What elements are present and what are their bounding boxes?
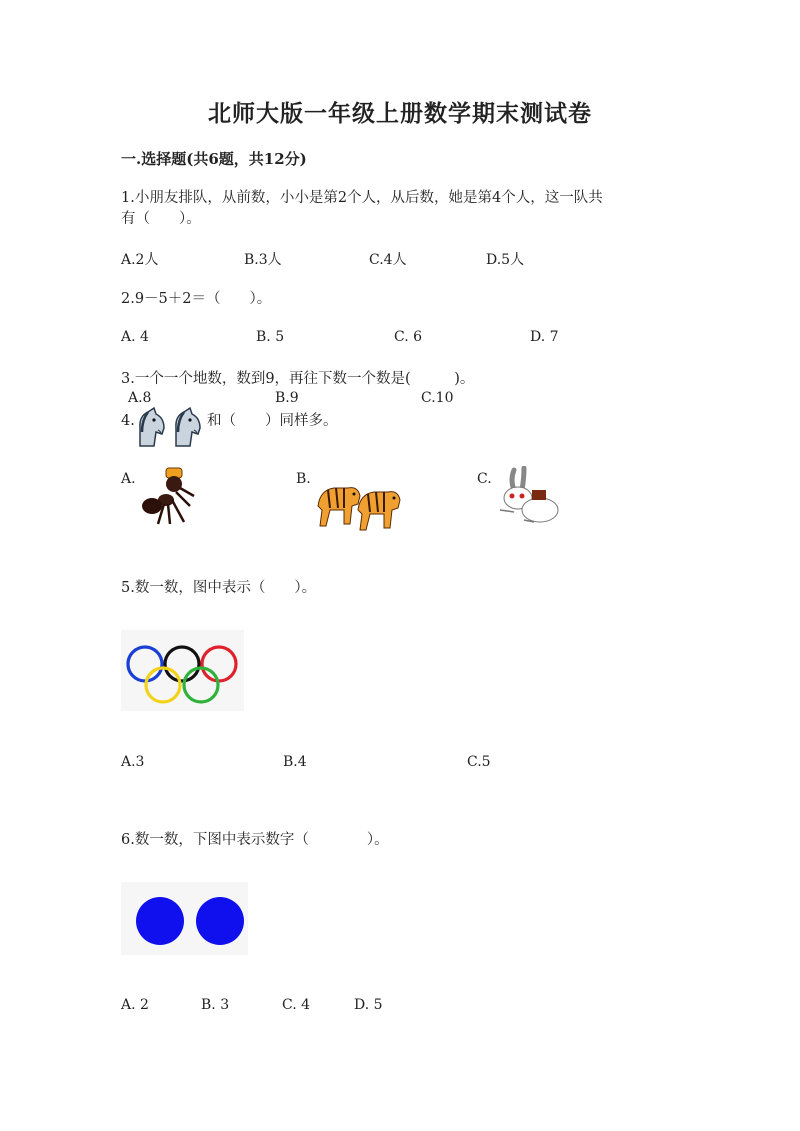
q3-option-a: A.8 xyxy=(128,390,152,406)
question-2: 2.9－5＋2＝（ ）。 xyxy=(121,291,272,307)
question-3: 3.一个一个地数，数到9，再往下数一个数是( )。 xyxy=(121,371,475,387)
q6-option-c: C. 4 xyxy=(282,997,311,1013)
q1-option-c: C.4人 xyxy=(369,252,407,268)
q4-option-c: C. xyxy=(477,471,492,487)
horses-image xyxy=(134,406,206,448)
question-1-line2: 有（ ）。 xyxy=(121,211,201,227)
horse-icon xyxy=(176,408,200,446)
blue-dot xyxy=(196,897,244,945)
ant-image xyxy=(140,466,204,530)
q5-option-b: B.4 xyxy=(283,754,307,770)
q3-option-b: B.9 xyxy=(275,390,299,406)
q3-option-c: C.10 xyxy=(421,390,454,406)
olympic-rings-image xyxy=(121,630,244,711)
tigers-image xyxy=(314,470,404,532)
question-4-number: 4. xyxy=(121,413,135,429)
question-4: 和（ ）同样多。 xyxy=(207,413,338,429)
dots-image xyxy=(121,882,248,955)
q2-option-a: A. 4 xyxy=(121,329,149,345)
q1-option-a: A.2人 xyxy=(121,252,159,268)
q6-option-b: B. 3 xyxy=(201,997,230,1013)
tiger-icon xyxy=(358,492,400,530)
tiger-icon xyxy=(318,488,360,526)
q5-option-a: A.3 xyxy=(121,754,145,770)
rabbit-image xyxy=(494,466,564,528)
q4-option-a: A. xyxy=(121,471,136,487)
q4-option-b: B. xyxy=(296,471,311,487)
page-title: 北师大版一年级上册数学期末测试卷 xyxy=(208,100,592,127)
horse-icon xyxy=(140,408,164,446)
q1-option-b: B.3人 xyxy=(244,252,282,268)
blue-dot xyxy=(136,897,184,945)
q1-option-d: D.5人 xyxy=(486,252,525,268)
question-5: 5.数一数，图中表示（ ）。 xyxy=(121,580,317,596)
q6-option-a: A. 2 xyxy=(121,997,149,1013)
section-heading: 一.选择题(共6题，共12分) xyxy=(121,150,307,168)
question-6: 6.数一数，下图中表示数字（ ）。 xyxy=(121,832,389,848)
q2-option-d: D. 7 xyxy=(530,329,559,345)
q2-option-b: B. 5 xyxy=(256,329,285,345)
question-1-line1: 1.小朋友排队，从前数，小小是第2个人，从后数，她是第4个人，这一队共 xyxy=(121,190,603,206)
q6-option-d: D. 5 xyxy=(354,997,383,1013)
q5-option-c: C.5 xyxy=(467,754,491,770)
q2-option-c: C. 6 xyxy=(394,329,423,345)
